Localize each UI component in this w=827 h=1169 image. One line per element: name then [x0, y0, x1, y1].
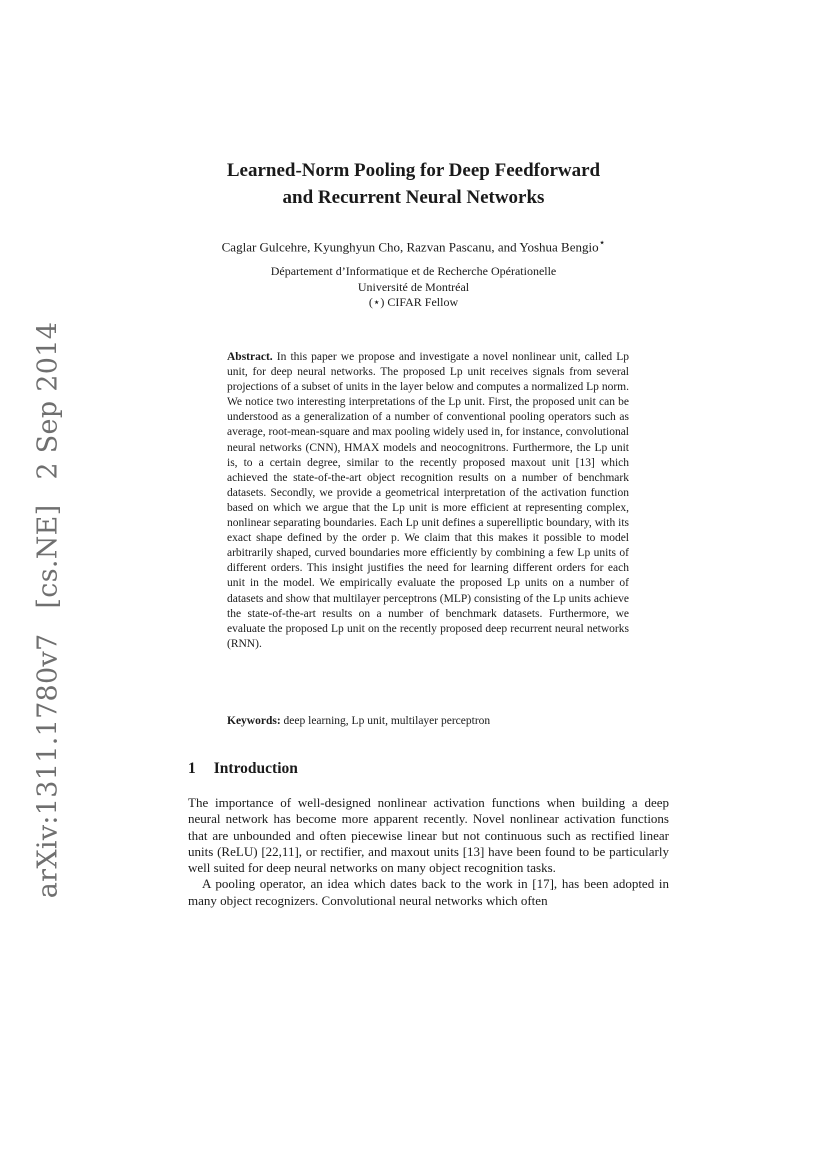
- affiliation-university: Université de Montréal: [357, 279, 470, 294]
- abstract: [227, 350, 629, 652]
- affiliation-fellow: (⋆) CIFAR Fellow: [368, 295, 459, 309]
- abstract-text: In this paper we propose and investigate a novel nonlinear unit, called Lp unit, for deep neural networks. The proposed Lp unit receives signals from several projections of a subset of units in the layer below and computes a normalized Lp norm. We notice two interesting interpretations of the Lp unit. First, the proposed unit can be understood as a generalization of a number of conventional pooling operators such as average, root-mean-square and max pooling widely used in, for instance, convolutional neural networks (CNN), HMAX models and neocognitrons. Furthermore, the Lp unit is, to a certain degree, similar to the recently proposed maxout unit [13] which achieved the state-of-the-art object recognition results on a number of benchmark datasets. Secondly, we provide a geometrical interpretation of the activation function based on which we argue that the Lp unit is more efficient at representing complex, nonlinear separating boundaries. Each Lp unit defines a superelliptic boundary, with its exact shape defined by the order p. We claim that this makes it possible to model arbitrarily shaped, curved boundaries more efficiently by combining a few Lp units of different orders. This insight justifies the need for learning different orders for each unit in the model. We empirically evaluate the proposed Lp units on a number of datasets and show that multilayer perceptrons (MLP) consisting of the Lp units achieve the state-of-the-art results on a number of benchmark datasets. Furthermore, we evaluate the proposed Lp unit on the recently proposed deep recurrent neural networks (RNN).: [227, 351, 629, 650]
- fellow-mark: ⋆: [598, 237, 606, 249]
- intro-paragraph-2: A pooling operator, an idea which dates back to the work in [17], has been adopted in many object recognizers. Convolutional neural networks which often: [188, 876, 669, 908]
- affiliation-block: [0, 264, 827, 311]
- introduction-body: [188, 795, 669, 909]
- affiliation-department: Département d’Informatique et de Recherche Opérationelle: [270, 264, 557, 278]
- intro-paragraph-1: The importance of well-designed nonlinear activation functions when building a deep neural network has become more apparent recently. Novel nonlinear activation functions that are unbounded and often piecewise linear but not continuous such as rectified linear units (ReLU) [22,11], or rectifier, and maxout units [13] have been found to be particularly well suited for deep neural networks on many object recognition tasks.: [188, 795, 669, 876]
- section-number: 1: [188, 760, 196, 777]
- paper-title: [0, 157, 827, 211]
- section-title: Introduction: [213, 760, 298, 777]
- arxiv-sidebar-stamp: [33, 306, 64, 898]
- arxiv-category: [cs.NE]: [32, 504, 64, 609]
- arxiv-id: arXiv:1311.1780v7: [32, 633, 64, 899]
- keywords: [227, 715, 629, 727]
- abstract-label: Abstract.: [227, 351, 273, 363]
- keywords-label: Keywords:: [227, 715, 281, 727]
- authors-text: Caglar Gulcehre, Kyunghyun Cho, Razvan Pascanu, and Yoshua Bengio: [221, 239, 599, 255]
- arxiv-date: 2 Sep 2014: [32, 321, 64, 480]
- title-line-1: Learned-Norm Pooling for Deep Feedforward: [226, 160, 601, 181]
- title-line-2: and Recurrent Neural Networks: [282, 187, 545, 208]
- author-list: [0, 236, 827, 255]
- section-heading: [188, 760, 298, 778]
- keywords-text: deep learning, Lp unit, multilayer perceptron: [283, 715, 491, 727]
